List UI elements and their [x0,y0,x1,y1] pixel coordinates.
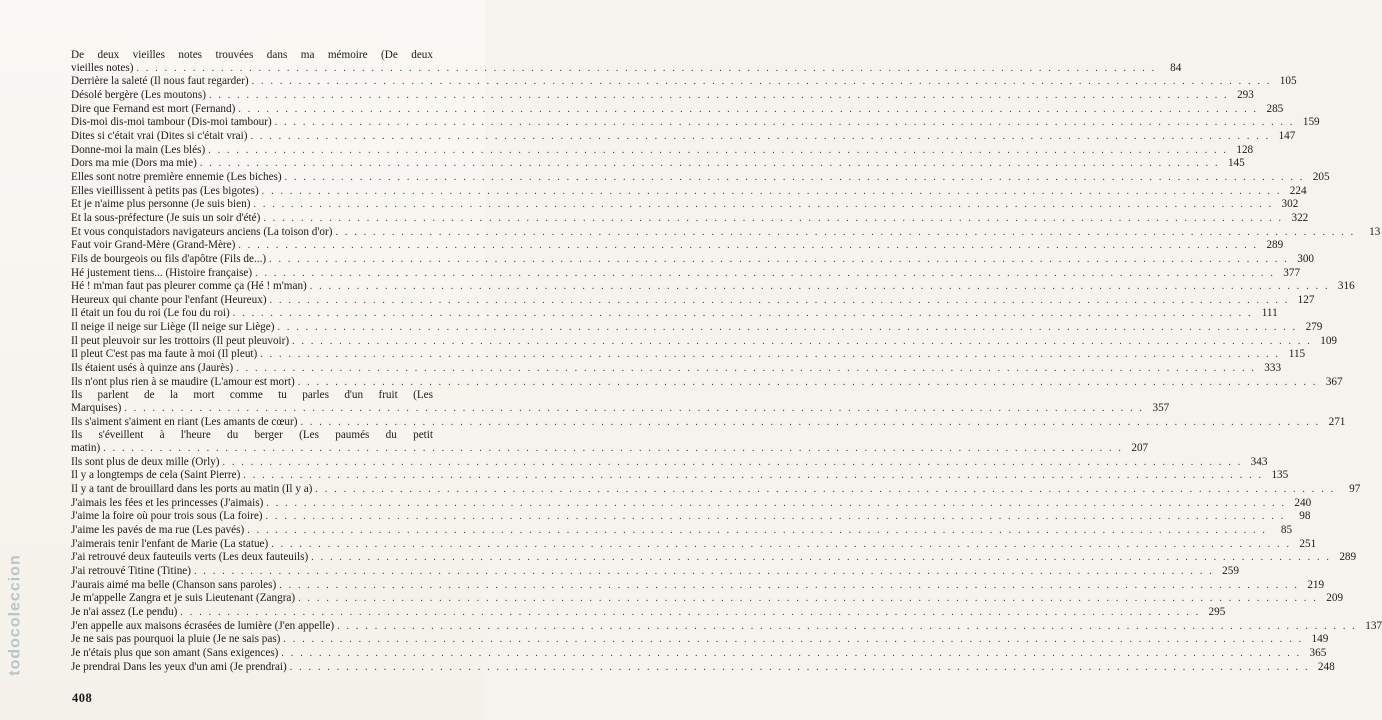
index-entry [71,307,1278,321]
dot-leader [271,539,1291,552]
entry-line [71,211,1309,226]
entry-line [71,564,1239,579]
entry-line [71,75,1297,89]
entry-title-line: Dites si c'était vrai (Dites si c'était vrai) [71,129,248,142]
dot-leader [269,254,1289,267]
index-entry [71,633,1329,647]
index-entry [71,510,1311,524]
index-entry [71,469,1289,483]
dot-leader [335,227,1355,240]
entry-line [71,129,1296,144]
entry-line [71,523,1293,538]
dot-leader [283,634,1303,647]
entry-title-line: Fils de bourgeois ou fils d'apôtre (Fils de...) [71,252,267,265]
entry-title-line: J'en appelle aux maisons écrasées de lumière (J'en appelle) [71,619,335,632]
entry-title-line: Dire que Fernand est mort (Fernand) [71,102,236,115]
dot-leader [194,566,1214,579]
entry-line [71,61,1182,76]
dot-leader [300,417,1320,430]
entry-page-number: 84 [1170,61,1182,74]
entry-line [71,116,1320,130]
index-entry [71,537,1317,552]
entry-line [71,88,1254,103]
index-entry [71,170,1330,185]
dot-leader [208,145,1228,158]
dot-leader [270,295,1290,308]
entry-page-number: 293 [1237,88,1254,101]
entry-title-line: Elles sont notre première ennemie (Les biches) [71,170,282,183]
dot-leader [262,186,1282,199]
watermark [3,515,29,715]
entry-page-number: 322 [1291,211,1309,224]
dot-leader [266,511,1286,524]
entry-line [71,415,1346,430]
entry-page-number: 111 [1261,307,1278,320]
entry-line [71,293,1315,308]
entry-title-line: De deux vieilles notes trouvées dans ma mémoire (De deux [71,49,433,61]
index-entry [71,280,1355,294]
entry-line [71,619,1382,634]
entry-line [71,280,1355,294]
entry-title-line: Désolé bergère (Les moutons) [71,88,206,101]
entry-line [71,321,1323,335]
entry-line [71,537,1317,552]
index-entry [71,496,1312,511]
entry-title-line: Et vous conquistadors navigateurs anciens (La toison d'or) [71,225,333,238]
index-entry [71,348,1306,362]
entry-title-line: Et la sous-préfecture (Je suis un soir d'été) [71,211,261,224]
entry-title-line: Ils parlent de la mort comme tu parles d'un fruit (Les [71,389,433,402]
entry-line [71,578,1325,593]
entry-line [71,252,1314,267]
index-entry [71,184,1307,199]
entry-title-line: Je ne sais pas pourquoi la pluie (Je ne sais pas) [71,633,281,646]
entry-title-line: Derrière la saleté (Il nous faut regarder) [71,75,249,88]
dot-leader [298,377,1318,390]
entry-page-number: 128 [1236,143,1254,156]
entry-title-line: Heureux qui chante pour l'enfant (Heureux) [71,293,267,306]
dot-leader [279,580,1299,593]
index-entry [71,266,1301,281]
entry-title-line: Je n'ai assez (Le pendu) [71,605,178,618]
entry-page-number: 13 [1369,225,1381,238]
entry-title-line: Il pleut C'est pas ma faute à moi (Il pleut) [71,348,258,361]
index-entry [71,592,1344,606]
entry-title-line: Ils étaient usés à quinze ans (Jaurès) [71,362,234,375]
entry-line [71,157,1245,171]
entry-page-number: 316 [1337,280,1355,293]
index-entry [71,455,1268,470]
entry-page-number: 302 [1281,198,1299,211]
index-entry [71,157,1245,171]
entry-page-number: 357 [1152,402,1170,415]
entry-title-line: vieilles notes) [71,61,134,74]
entry-line [71,510,1311,524]
entry-page-number: 135 [1271,469,1289,482]
dot-leader [200,158,1220,171]
dot-leader [252,76,1272,89]
dot-leader [250,131,1270,144]
entry-title-line: Il peut pleuvoir sur les trottoirs (Il peut pleuvoir) [71,334,290,347]
entry-page-number: 85 [1280,523,1293,536]
entry-line [71,646,1327,661]
dot-leader [180,607,1200,620]
entry-line [71,633,1329,647]
index-entry [71,578,1325,593]
entry-line [71,143,1254,158]
dot-leader [238,240,1258,253]
index-entry [71,75,1297,89]
index-entry [71,211,1309,226]
entry-page-number: 137 [1365,619,1382,632]
index-entry [71,252,1314,267]
index-entry [71,88,1254,103]
index-entry [71,198,1299,212]
entry-page-number: 145 [1227,157,1245,170]
dot-leader [281,648,1301,661]
entry-title-line: Dors ma mie (Dors ma mie) [71,157,197,170]
dot-leader [243,470,1263,483]
entry-page-number: 289 [1339,551,1357,564]
entry-page-number: 343 [1250,455,1268,468]
entry-title-line: matin) [71,442,101,455]
entry-title-line: Marquises) [71,402,122,415]
index-entry [71,362,1282,376]
entry-title-line: Dis-moi dis-moi tambour (Dis-moi tambour) [71,116,272,129]
entry-page-number: 105 [1279,75,1297,88]
entry-title-line: Il était un fou du roi (Le fou du roi) [71,307,230,320]
dot-leader [275,117,1295,130]
index-entry [71,646,1327,661]
entry-page-number: 207 [1131,442,1149,455]
dot-leader [103,443,1123,456]
entry-page-number: 295 [1208,605,1226,618]
index-entry [71,116,1320,130]
entry-page-number: 219 [1307,578,1325,591]
dot-leader [136,63,1156,76]
entry-page-number: 149 [1311,633,1329,646]
dot-leader [236,363,1256,376]
entry-line [71,660,1335,675]
entry-title-line: Il neige il neige sur Liège (Il neige sur Liège) [71,321,275,334]
entry-page-number: 109 [1320,334,1338,347]
entry-page-number: 127 [1297,293,1315,306]
dot-leader [277,322,1297,335]
page-number: 408 [72,691,93,705]
entry-title-line: Donne-moi la main (Les blés) [71,143,206,156]
index-entry [71,415,1346,430]
index-entry [71,551,1357,565]
entry-line [71,375,1343,390]
entry-line [71,592,1344,606]
dot-leader [255,268,1275,281]
entry-page-number: 259 [1222,564,1239,577]
entry-title-line: J'ai retrouvé deux fauteuils verts (Les deux fauteuils) [71,551,309,564]
entry-line [71,334,1338,349]
entry-page-number: 333 [1264,362,1282,375]
index-entry [71,375,1343,390]
dot-leader [253,199,1273,212]
index-entry [71,429,1149,455]
entry-title-line: Ils s'aiment s'aiment en riant (Les amants de cœur) [71,415,298,428]
entry-line [71,307,1278,321]
entry-page-number: 285 [1266,102,1284,115]
entry-line [71,362,1282,376]
dot-leader [238,104,1258,117]
index-entry [71,49,1182,75]
entry-title-line: J'aimerais tenir l'enfant de Marie (La statue) [71,537,269,550]
index-entry [71,334,1338,349]
entry-title-line: Faut voir Grand-Mère (Grand-Mère) [71,239,236,252]
dot-leader [337,621,1357,634]
entry-line [71,239,1284,253]
entry-page-number: 279 [1305,321,1323,334]
entry-line [71,170,1330,185]
index-entry [71,619,1382,634]
index-entry [71,523,1293,538]
entry-title-line: Ils sont plus de deux mille (Orly) [71,455,220,468]
entry-line [71,184,1307,199]
entry-page-number: 365 [1309,646,1327,659]
entry-page-number: 377 [1283,266,1301,279]
index-entry [71,605,1226,620]
entry-line [71,551,1357,565]
entry-page-number: 367 [1325,375,1343,388]
dot-leader [310,281,1330,294]
entry-title-line: Ils n'ont plus rien à se maudire (L'amour est mort) [71,375,295,388]
dot-leader [315,484,1335,497]
entry-page-number: 147 [1278,129,1296,142]
dot-leader [233,308,1253,321]
dot-leader [311,552,1331,565]
entry-title-line: Il y a tant de brouillard dans les ports au matin (Il y a) [71,483,313,495]
entry-page-number: 240 [1294,496,1312,509]
dot-leader [290,662,1310,675]
entry-title-line: J'aime la foire où pour trois sous (La foire) [71,510,263,523]
dot-leader [124,403,1144,416]
entry-line [71,402,1170,416]
entry-title-line: Il y a longtemps de cela (Saint Pierre) [71,469,241,482]
entry-line [71,496,1312,511]
entry-page-number: 98 [1299,510,1311,523]
dot-leader [223,457,1243,470]
entry-page-number: 159 [1302,116,1320,129]
entry-line [71,605,1226,620]
entry-title-line: J'aime les pavés de ma rue (Les pavés) [71,523,245,536]
entry-line [71,455,1268,470]
index-entry [71,389,1170,415]
index-entry [71,239,1284,253]
entry-line [71,102,1284,117]
entry-line [71,225,1381,240]
index-entry [71,660,1335,675]
entry-title-line: J'aimais les fées et les princesses (J'aimais) [71,496,264,509]
index-entry [71,293,1315,308]
entry-page-number: 224 [1289,184,1307,197]
entry-page-number: 205 [1312,170,1330,183]
dot-leader [266,498,1286,511]
entry-title-line: J'ai retrouvé Titine (Titine) [71,564,192,577]
entry-title-line: J'aurais aimé ma belle (Chanson sans paroles) [71,578,277,591]
entry-page-number: 97 [1349,483,1361,495]
dot-leader [263,213,1283,226]
index-entry [71,564,1239,579]
watermark-text: todocoleccion [7,554,25,676]
entry-page-number: 251 [1299,537,1317,550]
entry-page-number: 271 [1328,415,1346,428]
entry-title-line: Elles vieillissent à petits pas (Les bigotes) [71,184,259,197]
entry-line [71,266,1301,281]
entry-line [71,348,1306,362]
entry-title-line: Je prendrai Dans les yeux d'un ami (Je prendrai) [71,660,287,673]
entry-page-number: 300 [1297,252,1314,265]
dot-leader [260,349,1280,362]
entry-title-line: Hé ! m'man faut pas pleurer comme ça (Hé ! m'man) [71,280,307,293]
entry-line [71,483,1361,497]
entry-page-number: 209 [1326,592,1344,605]
entry-page-number: 248 [1317,660,1335,673]
entry-line [71,198,1299,212]
index-entry [71,143,1254,158]
entry-line [71,469,1289,483]
index-entry [71,321,1323,335]
entry-title-line: Hé justement tiens... (Histoire française) [71,266,253,279]
dot-leader [285,172,1305,185]
dot-leader [298,593,1318,606]
entry-title-line: Ils s'éveillent à l'heure du berger (Les paumés du petit [71,429,433,442]
entry-title-line: Je m'appelle Zangra et je suis Lieutenant (Zangra) [71,592,296,605]
index-entry [71,129,1296,144]
entry-page-number: 115 [1288,348,1306,361]
index-entry [71,225,1381,240]
entry-line [71,442,1149,456]
entry-page-number: 289 [1266,239,1284,252]
index-entry [71,483,1361,497]
dot-leader [292,336,1312,349]
entry-title-line: Et je n'aime plus personne (Je suis bien) [71,198,251,211]
index-list [71,49,1382,674]
dot-leader [209,90,1229,103]
dot-leader [247,525,1267,538]
index-entry [71,102,1284,117]
entry-title-line: Je n'étais plus que son amant (Sans exigences) [71,646,279,659]
